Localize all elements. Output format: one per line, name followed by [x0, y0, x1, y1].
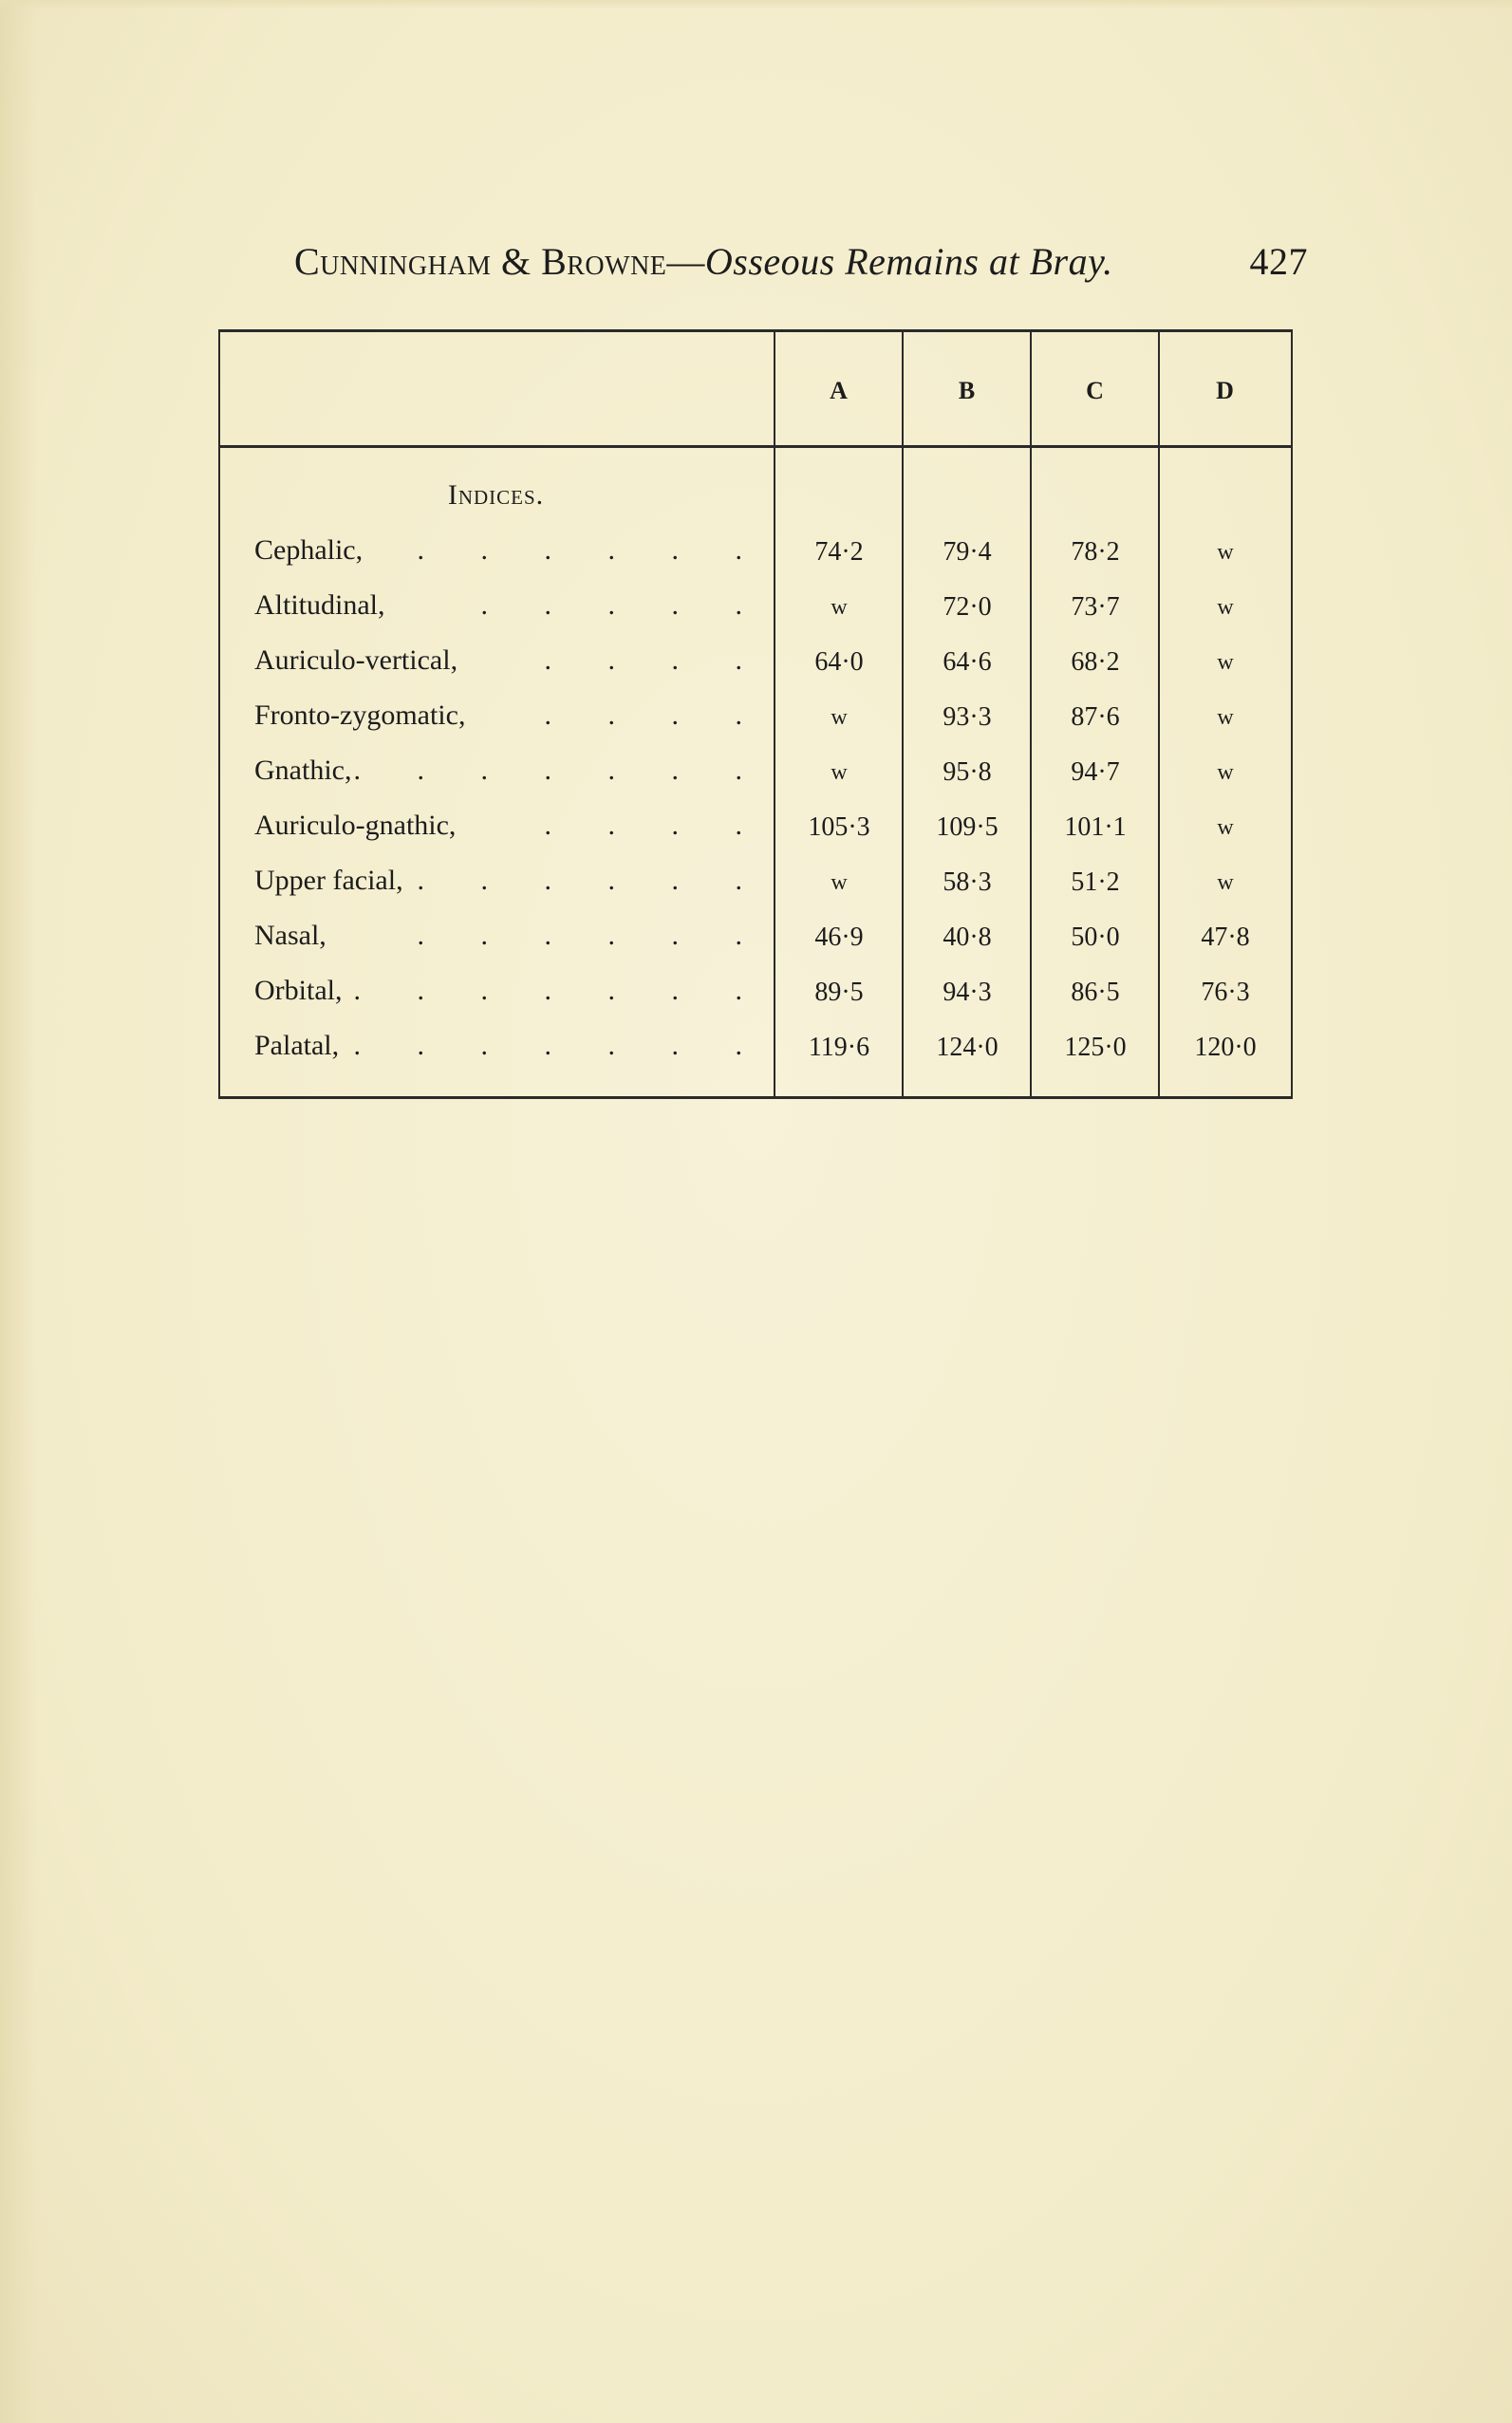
leader-dots: . . . . . . .: [353, 755, 767, 786]
cell-b: 58·3: [943, 867, 992, 897]
table-row: [218, 802, 1293, 857]
row-name: Upper facial,: [254, 865, 403, 896]
cell-c: 86·5: [1071, 978, 1120, 1007]
cell-c: 73·7: [1071, 592, 1120, 622]
row-label: [254, 747, 767, 794]
cell-a: 105·3: [808, 812, 870, 842]
table-row: [218, 747, 1293, 802]
row-label: [254, 692, 767, 739]
cell-c: 78·2: [1071, 537, 1120, 567]
leader-dots: . . . . .: [480, 589, 767, 621]
cell-a: w: [831, 595, 848, 620]
cell-d: w: [1217, 760, 1234, 785]
cell-d: w: [1217, 650, 1234, 675]
row-name: Orbital,: [254, 975, 343, 1006]
leader-dots: . . . . . . .: [353, 975, 767, 1006]
row-name: Gnathic,: [254, 755, 352, 786]
cell-d: 76·3: [1201, 978, 1250, 1007]
title-dash: —: [666, 240, 705, 283]
table-bottom-rule: [218, 1096, 1293, 1099]
table-row: [218, 582, 1293, 637]
row-label: [254, 912, 767, 960]
cell-c: 101·1: [1064, 812, 1127, 842]
cell-a: 46·9: [814, 923, 864, 952]
cell-c: 87·6: [1071, 702, 1120, 732]
table-row: [218, 912, 1293, 967]
row-name: Fronto-zygomatic,: [254, 699, 466, 731]
cell-b: 64·6: [943, 647, 992, 677]
table-row: [218, 857, 1293, 912]
table-row: [218, 1022, 1293, 1077]
cell-d: w: [1217, 815, 1234, 840]
leader-dots: . . . .: [544, 644, 767, 676]
leader-dots: . . . .: [544, 699, 767, 731]
table-row: [218, 637, 1293, 692]
row-name: Nasal,: [254, 920, 327, 951]
cell-c: 51·2: [1071, 867, 1120, 897]
author-one: Cunningham: [294, 240, 492, 283]
cell-b: 40·8: [943, 923, 992, 952]
row-label: [254, 637, 767, 684]
leader-dots: . . . . . .: [417, 865, 767, 896]
column-header-d: D: [1216, 377, 1235, 404]
cell-a: w: [831, 870, 848, 895]
cell-b: 93·3: [943, 702, 992, 732]
page-number: 427: [1249, 240, 1308, 283]
cell-b: 109·5: [936, 812, 999, 842]
row-label: [254, 582, 767, 629]
section-title-indices: Indices.: [447, 479, 545, 511]
author-two: Browne: [541, 240, 667, 283]
cell-a: w: [831, 705, 848, 730]
cell-c: 94·7: [1071, 757, 1120, 787]
cell-a: w: [831, 760, 848, 785]
row-label: [254, 802, 767, 849]
cell-a: 74·2: [814, 537, 864, 567]
table-row: [218, 967, 1293, 1022]
article-title: Osseous Remains at Bray.: [704, 240, 1113, 283]
column-header-b: B: [958, 377, 977, 404]
cell-b: 79·4: [943, 537, 992, 567]
cell-a: 89·5: [814, 978, 864, 1007]
table-row: [218, 527, 1293, 582]
cell-d: w: [1217, 540, 1234, 565]
row-name: Auriculo-vertical,: [254, 644, 458, 676]
page-top-edge: [0, 0, 1512, 9]
leader-dots: . . . . . .: [417, 920, 767, 951]
cell-b: 94·3: [943, 978, 992, 1007]
cell-d: w: [1217, 705, 1234, 730]
row-name: Altitudinal,: [254, 589, 385, 621]
cell-b: 72·0: [943, 592, 992, 622]
cell-d: 120·0: [1194, 1033, 1257, 1062]
cell-c: 125·0: [1064, 1033, 1127, 1062]
cell-d: w: [1217, 595, 1234, 620]
table-row: [218, 692, 1293, 747]
column-header-a: A: [830, 377, 849, 404]
ampersand: &: [491, 240, 542, 283]
row-label: [254, 527, 767, 574]
running-header: [294, 233, 1308, 290]
running-title: [294, 233, 1113, 290]
table-top-rule: [218, 329, 1293, 332]
row-label: [254, 1022, 767, 1070]
page-edge-shadow: [0, 0, 38, 2423]
cell-c: 68·2: [1071, 647, 1120, 677]
table-header-rule: [218, 445, 1293, 448]
row-name: Palatal,: [254, 1030, 340, 1061]
row-label: [254, 967, 767, 1015]
column-header-c: C: [1086, 377, 1105, 404]
cell-c: 50·0: [1071, 923, 1120, 952]
row-label: [254, 857, 767, 904]
leader-dots: . . . . . . .: [353, 1030, 767, 1061]
row-name: Cephalic,: [254, 534, 364, 566]
row-name: Auriculo-gnathic,: [254, 810, 457, 841]
leader-dots: . . . . . .: [417, 534, 767, 566]
cell-d: w: [1217, 870, 1234, 895]
cell-b: 95·8: [943, 757, 992, 787]
leader-dots: . . . .: [544, 810, 767, 841]
cell-d: 47·8: [1201, 923, 1250, 952]
cell-a: 64·0: [814, 647, 864, 677]
cell-a: 119·6: [808, 1033, 870, 1062]
indices-table: [218, 329, 1293, 1100]
cell-b: 124·0: [936, 1033, 999, 1062]
